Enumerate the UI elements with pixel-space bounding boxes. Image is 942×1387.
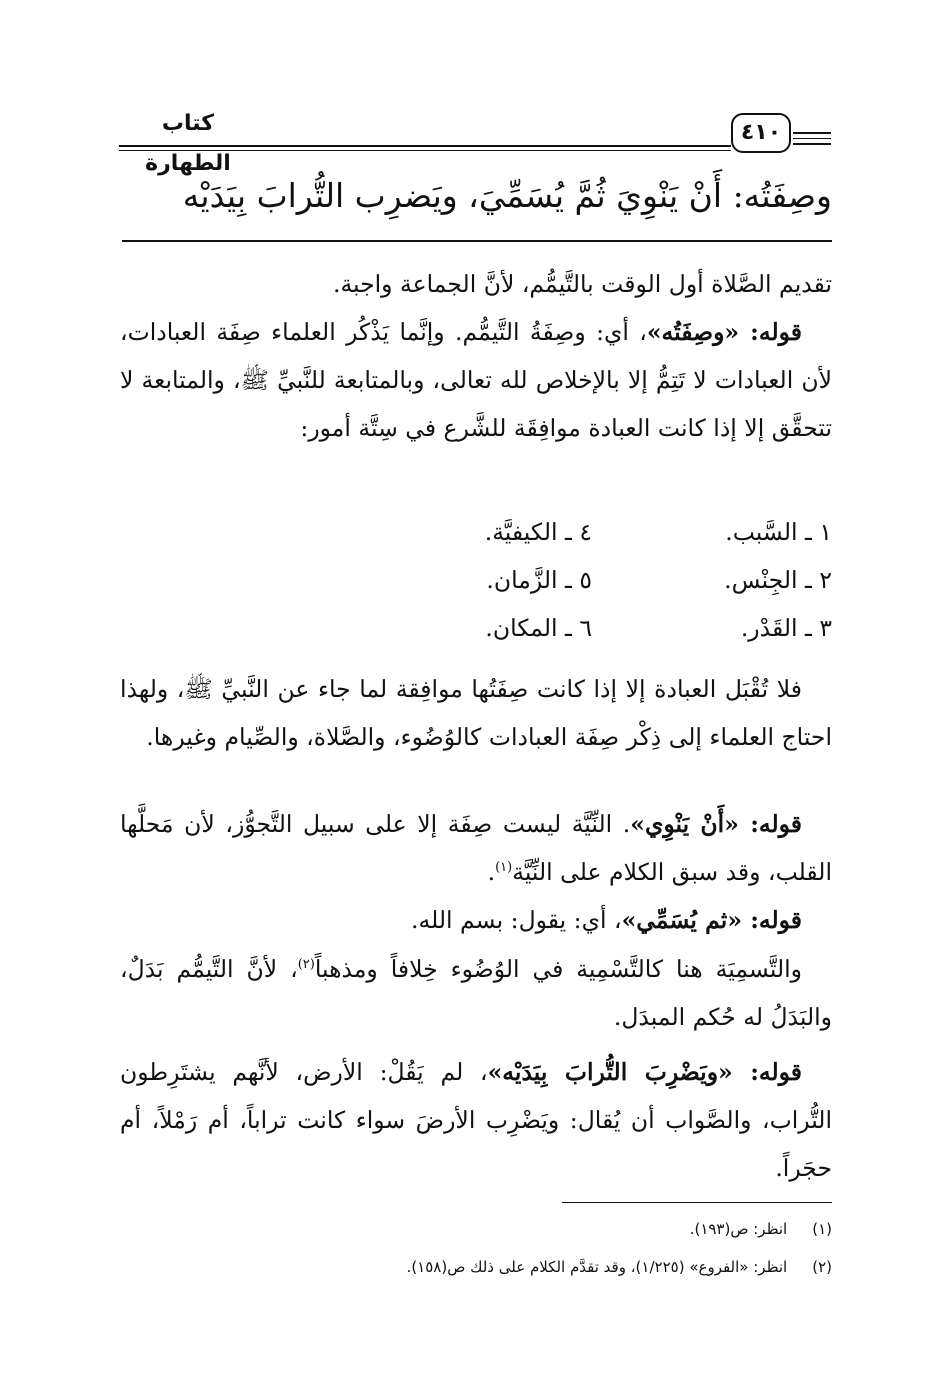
header-rule-thin bbox=[119, 150, 731, 151]
paragraph-3-text: فلا تُقْبَل العبادة إلا إذا كانت صِفَتُها موافِقة لما جاء عن النَّبيِّ ﷺ، ولهذا احتاج العلماء إلى ذِكْر صِفَة العبادات كالوُضُوء، والصَّلاة، والصِّيام وغيرها. bbox=[120, 675, 832, 751]
paragraph-7-text: ، لم يَقُلْ: الأرض، لأنَّهم يشتَرِطون التُّراب، والصَّواب أن يُقال: ويَضْرِب الأرضَ سواء كانت تراباً، أم رَمْلاً، أم حجَراً. bbox=[120, 1058, 832, 1182]
paragraph-2 bbox=[120, 308, 832, 452]
list-item: ٤ ـ الكيفيَّة. bbox=[484, 518, 592, 546]
header-rule bbox=[119, 145, 731, 147]
commentary-lead-1: قوله: «وصِفَتُه» bbox=[646, 318, 802, 346]
header-rule-right bbox=[793, 132, 831, 134]
paragraph-5-text: ، أي: يقول: بسم الله. bbox=[411, 906, 622, 934]
footnote-2 bbox=[200, 1250, 832, 1284]
header-rule-right-bottom bbox=[793, 143, 831, 145]
paragraph-1 bbox=[120, 260, 832, 308]
list-item: ٦ ـ المكان. bbox=[485, 614, 592, 642]
commentary-lead-4: قوله: «ويَضْرِبَ التُّرابَ بِيَدَيْه» bbox=[487, 1058, 802, 1086]
list-item: ٣ ـ القَدْر. bbox=[740, 614, 832, 642]
paragraph-3 bbox=[120, 665, 832, 761]
footnote-ref-2[interactable]: (٢) bbox=[297, 957, 315, 973]
footnote-text: انظر: ص(١٩٣). bbox=[689, 1220, 788, 1238]
paragraph-2-text: ، أي: وصِفَةُ التَّيمُّم. وإنَّما يَذْكُر العلماء صِفَة العبادات، لأن العبادات لا تَتِمُّ إلا بالإخلاص لله تعالى، وبالمتابعة للنَّبيِّ ﷺ، والمتابعة لا تتحقَّق إلا إذا كانت العبادة موافِقَة للشَّرع في سِتَّة أمور: bbox=[120, 318, 832, 442]
running-header-title: كتاب الطهارة bbox=[145, 111, 231, 176]
footnote-ref-1[interactable]: (١) bbox=[495, 860, 513, 876]
paragraph-6 bbox=[120, 945, 832, 1041]
footnote-marker: (١) bbox=[812, 1220, 832, 1238]
footnote-text: انظر: «الفروع» (١/٢٢٥)، وقد تقدَّم الكلام على ذلك ص(١٥٨). bbox=[406, 1258, 788, 1276]
matn-separator bbox=[122, 240, 832, 242]
paragraph-6-text-b: ، لأنَّ التَّيمُّم بَدَلٌ، والبَدَلُ له حُكم المبدَل. bbox=[120, 955, 832, 1031]
footnote-1 bbox=[200, 1212, 832, 1246]
paragraph-4-text: . النِّيَّة ليست صِفَة إلا على سبيل التَّجوُّز، لأن مَحلَّها القلب، وقد سبق الكلام على النِّيَّة bbox=[120, 810, 832, 886]
footnote-separator bbox=[562, 1202, 832, 1203]
paragraph-6-text-a: والتَّسمِيَة هنا كالتَّسْمِية في الوُضُوء خِلافاً ومذهباً bbox=[314, 955, 802, 983]
page-number: ٤١٠ bbox=[731, 113, 791, 153]
six-matters-list bbox=[380, 508, 832, 658]
footnote-marker: (٢) bbox=[812, 1258, 832, 1276]
paragraph-1-text: تقديم الصَّلاة أول الوقت بالتَّيمُّم، لأنَّ الجماعة واجبة. bbox=[332, 270, 832, 298]
list-item: ٢ ـ الجِنْس. bbox=[724, 566, 832, 594]
commentary-lead-2: قوله: «أَنْ يَنْوِي» bbox=[630, 810, 803, 838]
paragraph-4: قوله: «أَنْ يَنْوِي». النِّيَّة ليست صِفَة إلا على سبيل التَّجوُّز، لأن مَحلَّها القلب، وقد سبق الكلام على النِّيَّة$^{(١)}$. bbox=[120, 810, 832, 886]
paragraph-5 bbox=[120, 896, 832, 944]
matn-text: وصِفَتُه: أَنْ يَنْوِيَ ثُمَّ يُسَمِّيَ، ويَضرِب التُّرابَ بِيَدَيْه bbox=[182, 176, 832, 215]
list-item: ١ ـ السَّبب. bbox=[725, 518, 832, 546]
list-item: ٥ ـ الزَّمان. bbox=[486, 566, 592, 594]
paragraph-7 bbox=[120, 1048, 832, 1192]
commentary-lead-3: قوله: «ثم يُسَمِّي» bbox=[621, 906, 802, 934]
header-rule-right-mid bbox=[793, 138, 831, 139]
